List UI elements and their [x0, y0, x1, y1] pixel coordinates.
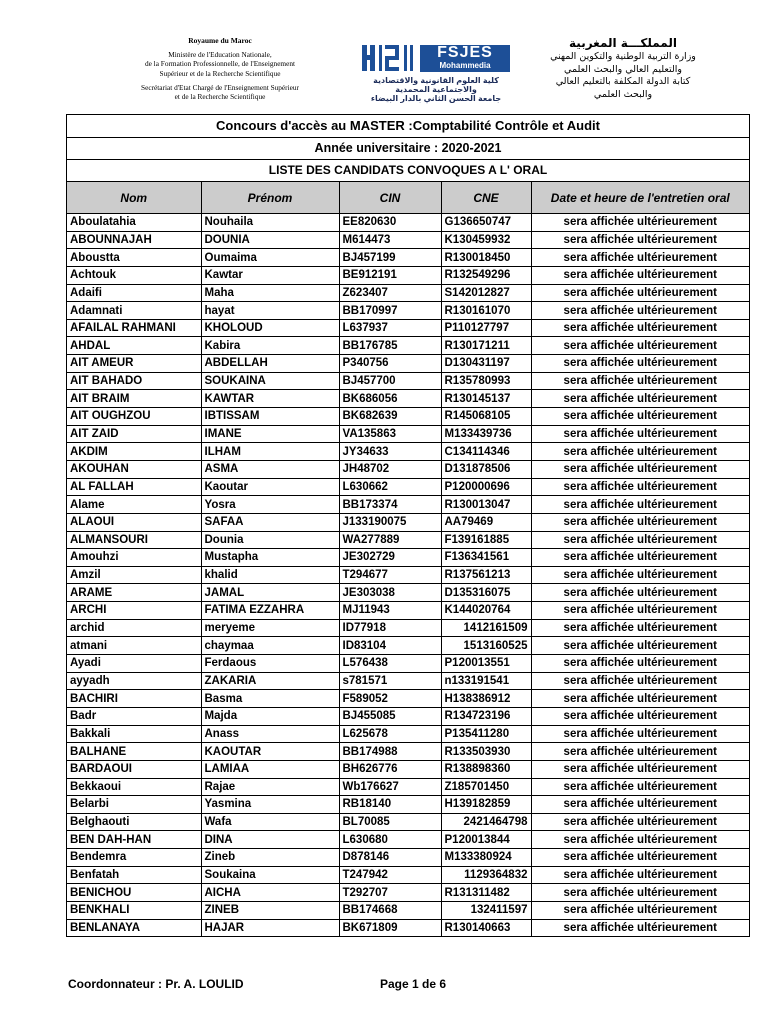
cell-prenom: Soukaina	[201, 866, 339, 884]
cell-date: sera affichée ultérieurement	[531, 319, 749, 337]
cell-date: sera affichée ultérieurement	[531, 531, 749, 549]
cell-prenom: Kabira	[201, 337, 339, 355]
cell-nom: archid	[67, 619, 201, 637]
cell-nom: AFAILAL RAHMANI	[67, 319, 201, 337]
table-row	[67, 919, 749, 936]
cell-prenom: Mustapha	[201, 549, 339, 567]
cell-cne: R133503930	[441, 743, 531, 761]
kingdom-ar: المملكـــة المغربية	[569, 36, 677, 50]
cell-cin: BH626776	[339, 760, 441, 778]
cell-prenom: Yosra	[201, 496, 339, 514]
cell-nom: Amouhzi	[67, 549, 201, 567]
table-row	[67, 866, 749, 884]
cell-date: sera affichée ultérieurement	[531, 337, 749, 355]
table-row	[67, 231, 749, 249]
cell-nom: Amzil	[67, 566, 201, 584]
cell-prenom: JAMAL	[201, 584, 339, 602]
cell-cne: n133191541	[441, 672, 531, 690]
cell-prenom: ZINEB	[201, 901, 339, 919]
cell-nom: Achtouk	[67, 266, 201, 284]
cell-cin: JE303038	[339, 584, 441, 602]
cell-date: sera affichée ultérieurement	[531, 655, 749, 673]
cell-prenom: Kaoutar	[201, 478, 339, 496]
logo-arabic-text	[360, 76, 512, 103]
cell-nom: BACHIRI	[67, 690, 201, 708]
cell-cin: ID77918	[339, 619, 441, 637]
table-row	[67, 302, 749, 320]
cell-nom: AL FALLAH	[67, 478, 201, 496]
cell-cin: F589052	[339, 690, 441, 708]
cell-prenom: FATIMA EZZAHRA	[201, 602, 339, 620]
cell-date: sera affichée ultérieurement	[531, 478, 749, 496]
table-row	[67, 478, 749, 496]
cell-date: sera affichée ultérieurement	[531, 725, 749, 743]
cell-cne: P135411280	[441, 725, 531, 743]
cell-prenom: Rajae	[201, 778, 339, 796]
cell-prenom: AICHA	[201, 884, 339, 902]
table-row	[67, 266, 749, 284]
cell-prenom: ABDELLAH	[201, 355, 339, 373]
cell-nom: Bakkali	[67, 725, 201, 743]
cell-prenom: ILHAM	[201, 443, 339, 461]
cell-cin: D878146	[339, 849, 441, 867]
cell-prenom: KAOUTAR	[201, 743, 339, 761]
cell-date: sera affichée ultérieurement	[531, 549, 749, 567]
cell-cne: R135780993	[441, 372, 531, 390]
cell-cne: D135316075	[441, 584, 531, 602]
cell-prenom: Yasmina	[201, 796, 339, 814]
cell-nom: AIT AMEUR	[67, 355, 201, 373]
table-row	[67, 319, 749, 337]
cell-prenom: HAJAR	[201, 919, 339, 936]
cell-prenom: LAMIAA	[201, 760, 339, 778]
cell-prenom: Anass	[201, 725, 339, 743]
table-row	[67, 796, 749, 814]
cell-nom: Aboulatahia	[67, 214, 201, 232]
ministry-line: de la Formation Professionnelle, de l'Enseignement	[144, 59, 296, 69]
table-row	[67, 637, 749, 655]
cell-nom: Benfatah	[67, 866, 201, 884]
cell-cin: BJ457700	[339, 372, 441, 390]
academic-year: Année universitaire : 2020-2021	[67, 138, 749, 160]
cell-date: sera affichée ultérieurement	[531, 284, 749, 302]
cell-cne: 1513160525	[441, 637, 531, 655]
table-row	[67, 619, 749, 637]
cell-cne: AA79469	[441, 513, 531, 531]
cell-date: sera affichée ultérieurement	[531, 390, 749, 408]
cell-date: sera affichée ultérieurement	[531, 831, 749, 849]
cell-prenom: Nouhaila	[201, 214, 339, 232]
cell-cne: D130431197	[441, 355, 531, 373]
cell-date: sera affichée ultérieurement	[531, 672, 749, 690]
cell-nom: Aboustta	[67, 249, 201, 267]
ministry-line-ar: كتابة الدولة المكلفة بالتعليم العالي	[555, 76, 691, 87]
cell-date: sera affichée ultérieurement	[531, 884, 749, 902]
cell-cin: s781571	[339, 672, 441, 690]
table-row	[67, 496, 749, 514]
list-title: LISTE DES CANDIDATS CONVOQUES A L' ORAL	[67, 160, 749, 182]
cell-date: sera affichée ultérieurement	[531, 707, 749, 725]
cell-nom: atmani	[67, 637, 201, 655]
cell-nom: Alame	[67, 496, 201, 514]
cell-nom: BENKHALI	[67, 901, 201, 919]
cell-cin: BK686056	[339, 390, 441, 408]
cell-cin: L637937	[339, 319, 441, 337]
cell-cin: BB176785	[339, 337, 441, 355]
cell-date: sera affichée ultérieurement	[531, 355, 749, 373]
cell-cne: R130145137	[441, 390, 531, 408]
table-row	[67, 284, 749, 302]
logo-arabic-line: جامعة الحسن الثاني بالدار البيضاء	[370, 94, 502, 103]
kingdom-fr: Royaume du Maroc	[188, 36, 252, 45]
table-row	[67, 690, 749, 708]
table-row	[67, 513, 749, 531]
cell-cin: Wb176627	[339, 778, 441, 796]
table-row	[67, 249, 749, 267]
table-row	[67, 778, 749, 796]
column-header-date: Date et heure de l'entretien oral	[531, 182, 749, 214]
candidates-sheet	[66, 114, 750, 937]
table-row	[67, 566, 749, 584]
cell-cne: H138386912	[441, 690, 531, 708]
cell-cne: 2421464798	[441, 813, 531, 831]
cell-cin: BJ455085	[339, 707, 441, 725]
cell-cne: P120000696	[441, 478, 531, 496]
cell-cin: L576438	[339, 655, 441, 673]
cell-cne: M133439736	[441, 425, 531, 443]
cell-cne: M133380924	[441, 849, 531, 867]
table-row	[67, 390, 749, 408]
cell-prenom: IBTISSAM	[201, 408, 339, 426]
cell-nom: AIT BRAIM	[67, 390, 201, 408]
table-row	[67, 743, 749, 761]
cell-date: sera affichée ultérieurement	[531, 760, 749, 778]
logo-name: FSJES	[437, 44, 493, 61]
table-row	[67, 602, 749, 620]
cell-nom: AKDIM	[67, 443, 201, 461]
cell-prenom: meryeme	[201, 619, 339, 637]
cell-date: sera affichée ultérieurement	[531, 584, 749, 602]
secretariat-line: et de la Recherche Scientifique	[174, 92, 266, 102]
cell-cne: S142012827	[441, 284, 531, 302]
cell-nom: Adamnati	[67, 302, 201, 320]
cell-prenom: Basma	[201, 690, 339, 708]
cell-cin: JH48702	[339, 460, 441, 478]
cell-cne: P120013551	[441, 655, 531, 673]
cell-cin: BB170997	[339, 302, 441, 320]
cell-prenom: Ferdaous	[201, 655, 339, 673]
cell-nom: BARDAOUI	[67, 760, 201, 778]
cell-cne: G136650747	[441, 214, 531, 232]
table-row	[67, 408, 749, 426]
cell-cin: BB174988	[339, 743, 441, 761]
cell-date: sera affichée ultérieurement	[531, 302, 749, 320]
cell-date: sera affichée ultérieurement	[531, 566, 749, 584]
cell-cne: R137561213	[441, 566, 531, 584]
cell-prenom: IMANE	[201, 425, 339, 443]
cell-date: sera affichée ultérieurement	[531, 408, 749, 426]
cell-cin: BB174668	[339, 901, 441, 919]
cell-date: sera affichée ultérieurement	[531, 443, 749, 461]
cell-prenom: khalid	[201, 566, 339, 584]
cell-prenom: Wafa	[201, 813, 339, 831]
table-row	[67, 655, 749, 673]
ministry-line-ar: والبحث العلمي	[593, 88, 653, 100]
cell-prenom: ASMA	[201, 460, 339, 478]
cell-prenom: Zineb	[201, 849, 339, 867]
cell-nom: Adaifi	[67, 284, 201, 302]
cell-date: sera affichée ultérieurement	[531, 690, 749, 708]
cell-prenom: Dounia	[201, 531, 339, 549]
cell-cin: L630662	[339, 478, 441, 496]
table-row	[67, 672, 749, 690]
cell-date: sera affichée ultérieurement	[531, 496, 749, 514]
cell-nom: AIT OUGHZOU	[67, 408, 201, 426]
cell-cin: VA135863	[339, 425, 441, 443]
column-header-cin: CIN	[339, 182, 441, 214]
cell-cin: BK682639	[339, 408, 441, 426]
table-row	[67, 443, 749, 461]
cell-cin: RB18140	[339, 796, 441, 814]
cell-cne: R130013047	[441, 496, 531, 514]
cell-date: sera affichée ultérieurement	[531, 460, 749, 478]
cell-nom: AIT ZAID	[67, 425, 201, 443]
logo-arabic-line: والاجتماعية المحمدية	[395, 85, 477, 94]
cell-cne: 1129364832	[441, 866, 531, 884]
cell-cin: MJ11943	[339, 602, 441, 620]
cell-date: sera affichée ultérieurement	[531, 231, 749, 249]
cell-cin: J133190075	[339, 513, 441, 531]
candidates-table	[67, 182, 749, 936]
table-row	[67, 584, 749, 602]
cell-cne: R132549296	[441, 266, 531, 284]
cell-cne: R130018450	[441, 249, 531, 267]
table-row	[67, 337, 749, 355]
cell-nom: ayyadh	[67, 672, 201, 690]
table-row	[67, 901, 749, 919]
cell-cin: T294677	[339, 566, 441, 584]
table-row	[67, 884, 749, 902]
cell-date: sera affichée ultérieurement	[531, 637, 749, 655]
fsjes-logo	[360, 43, 512, 103]
cell-nom: AKOUHAN	[67, 460, 201, 478]
cell-date: sera affichée ultérieurement	[531, 425, 749, 443]
cell-cne: F139161885	[441, 531, 531, 549]
table-row	[67, 372, 749, 390]
logo-badge	[420, 45, 510, 72]
cell-date: sera affichée ultérieurement	[531, 778, 749, 796]
table-row	[67, 355, 749, 373]
cell-cin: L625678	[339, 725, 441, 743]
cell-prenom: Oumaima	[201, 249, 339, 267]
university-mark-icon	[360, 43, 416, 73]
cell-prenom: DOUNIA	[201, 231, 339, 249]
cell-cne: R130161070	[441, 302, 531, 320]
ministry-block-fr	[110, 36, 330, 101]
cell-cne: R131311482	[441, 884, 531, 902]
cell-prenom: Maha	[201, 284, 339, 302]
cell-nom: Belghaouti	[67, 813, 201, 831]
cell-nom: ALAOUI	[67, 513, 201, 531]
ministry-line: Ministère de l'Education Nationale,	[168, 50, 272, 60]
secretariat-line: Secrétariat d'Etat Chargé de l'Enseignement Supérieur	[141, 82, 299, 92]
cell-cne: C134114346	[441, 443, 531, 461]
cell-date: sera affichée ultérieurement	[531, 266, 749, 284]
cell-cne: P120013844	[441, 831, 531, 849]
cell-prenom: SAFAA	[201, 513, 339, 531]
cell-cin: M614473	[339, 231, 441, 249]
cell-cne: P110127797	[441, 319, 531, 337]
table-row	[67, 707, 749, 725]
cell-nom: ARCHI	[67, 602, 201, 620]
cell-date: sera affichée ultérieurement	[531, 813, 749, 831]
cell-cne: 132411597	[441, 901, 531, 919]
cell-nom: ALMANSOURI	[67, 531, 201, 549]
cell-cne: R130140663	[441, 919, 531, 936]
cell-date: sera affichée ultérieurement	[531, 866, 749, 884]
contest-title: Concours d'accès au MASTER :Comptabilité Contrôle et Audit	[67, 115, 749, 138]
cell-cne: R134723196	[441, 707, 531, 725]
table-row	[67, 849, 749, 867]
cell-prenom: ZAKARIA	[201, 672, 339, 690]
ministry-line: Supérieur et de la Recherche Scientifique	[159, 68, 281, 78]
ministry-line-ar: وزارة التربية الوطنية والتكوين المهني	[550, 51, 696, 62]
table-row	[67, 549, 749, 567]
cell-prenom: KHOLOUD	[201, 319, 339, 337]
coordinator-label: Coordonnateur : Pr. A. LOULID	[68, 977, 244, 991]
cell-cin: ID83104	[339, 637, 441, 655]
cell-date: sera affichée ultérieurement	[531, 849, 749, 867]
cell-prenom: chaymaa	[201, 637, 339, 655]
cell-cne: H139182859	[441, 796, 531, 814]
cell-nom: Bekkaoui	[67, 778, 201, 796]
cell-prenom: KAWTAR	[201, 390, 339, 408]
table-row	[67, 425, 749, 443]
cell-cne: R145068105	[441, 408, 531, 426]
logo-arabic-line: كلية العلوم القانونية والاقتصادية	[373, 76, 499, 85]
cell-cne: K144020764	[441, 602, 531, 620]
cell-cin: JE302729	[339, 549, 441, 567]
ministry-line-ar: والتعليم العالي والبحث العلمي	[564, 63, 682, 75]
cell-nom: Ayadi	[67, 655, 201, 673]
table-header-row	[67, 182, 749, 214]
cell-prenom: hayat	[201, 302, 339, 320]
cell-cin: T247942	[339, 866, 441, 884]
cell-nom: ABOUNNAJAH	[67, 231, 201, 249]
cell-prenom: Kawtar	[201, 266, 339, 284]
cell-cne: 1412161509	[441, 619, 531, 637]
table-row	[67, 725, 749, 743]
cell-cne: K130459932	[441, 231, 531, 249]
cell-date: sera affichée ultérieurement	[531, 214, 749, 232]
cell-cne: F136341561	[441, 549, 531, 567]
cell-nom: Bendemra	[67, 849, 201, 867]
cell-cin: T292707	[339, 884, 441, 902]
cell-nom: AHDAL	[67, 337, 201, 355]
column-header-prenom: Prénom	[201, 182, 339, 214]
cell-nom: AIT BAHADO	[67, 372, 201, 390]
cell-nom: ARAME	[67, 584, 201, 602]
cell-date: sera affichée ultérieurement	[531, 743, 749, 761]
column-header-nom: Nom	[67, 182, 201, 214]
column-header-cne: CNE	[441, 182, 531, 214]
cell-cin: BK671809	[339, 919, 441, 936]
cell-date: sera affichée ultérieurement	[531, 919, 749, 936]
cell-cin: L630680	[339, 831, 441, 849]
cell-cin: P340756	[339, 355, 441, 373]
cell-cne: D131878506	[441, 460, 531, 478]
table-row	[67, 531, 749, 549]
cell-cin: BL70085	[339, 813, 441, 831]
cell-prenom: Majda	[201, 707, 339, 725]
ministry-block-ar	[518, 36, 728, 101]
cell-cne: Z185701450	[441, 778, 531, 796]
table-row	[67, 831, 749, 849]
cell-date: sera affichée ultérieurement	[531, 513, 749, 531]
cell-date: sera affichée ultérieurement	[531, 901, 749, 919]
table-row	[67, 214, 749, 232]
cell-cin: BE912191	[339, 266, 441, 284]
cell-cin: Z623407	[339, 284, 441, 302]
document-header	[0, 36, 768, 112]
cell-nom: BEN DAH-HAN	[67, 831, 201, 849]
cell-cin: BJ457199	[339, 249, 441, 267]
cell-prenom: DINA	[201, 831, 339, 849]
cell-date: sera affichée ultérieurement	[531, 796, 749, 814]
cell-nom: Belarbi	[67, 796, 201, 814]
page-number: Page 1 de 6	[380, 977, 447, 991]
cell-nom: BENICHOU	[67, 884, 201, 902]
cell-cne: R138898360	[441, 760, 531, 778]
table-row	[67, 813, 749, 831]
cell-date: sera affichée ultérieurement	[531, 372, 749, 390]
cell-prenom: SOUKAINA	[201, 372, 339, 390]
cell-cne: R130171211	[441, 337, 531, 355]
cell-nom: BENLANAYA	[67, 919, 201, 936]
table-row	[67, 760, 749, 778]
cell-nom: Badr	[67, 707, 201, 725]
logo-city: Mohammedia	[439, 61, 491, 70]
cell-date: sera affichée ultérieurement	[531, 619, 749, 637]
table-row	[67, 460, 749, 478]
cell-cin: WA277889	[339, 531, 441, 549]
cell-cin: BB173374	[339, 496, 441, 514]
cell-nom: BALHANE	[67, 743, 201, 761]
cell-cin: EE820630	[339, 214, 441, 232]
cell-cin: JY34633	[339, 443, 441, 461]
cell-date: sera affichée ultérieurement	[531, 249, 749, 267]
cell-date: sera affichée ultérieurement	[531, 602, 749, 620]
